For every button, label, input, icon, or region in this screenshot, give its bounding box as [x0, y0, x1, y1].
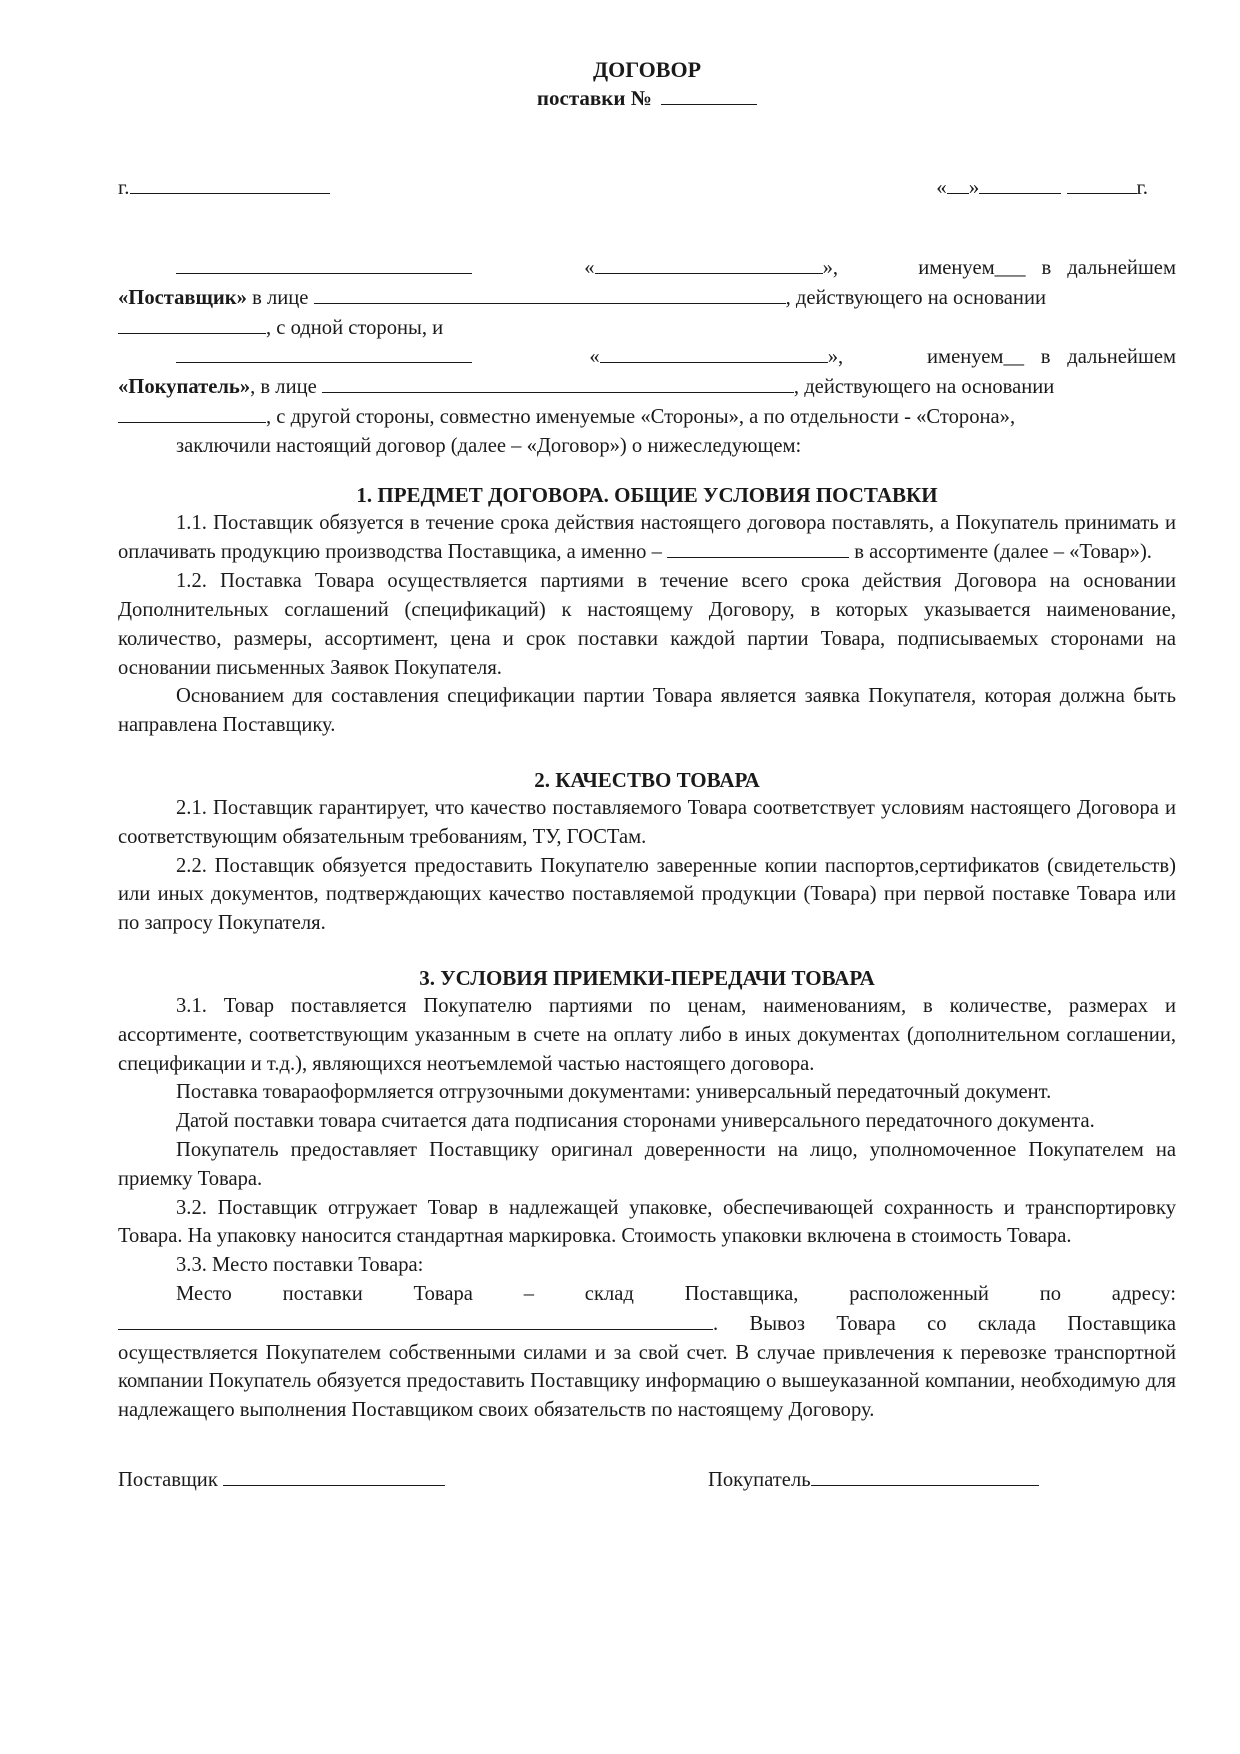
contract-page	[118, 56, 1176, 1495]
party1-quoted-blank	[595, 253, 823, 274]
party1-line3: , с одной стороны, и	[118, 313, 1176, 343]
city-field	[118, 173, 330, 200]
party2-rep-blank	[322, 372, 794, 393]
date-field	[936, 173, 1148, 200]
clause-1-1: 1.1. Поставщик обязуется в течение срока действия настоящего договора поставлять, а Покупатель принимать и оплачивать продукцию производства Поставщика, а именно – в ассортименте (далее – «Товар»).	[118, 511, 1176, 564]
place-date-row	[118, 173, 1176, 203]
year-blank	[1067, 173, 1137, 194]
city-blank	[130, 173, 330, 194]
party2-line3: , с другой стороны, совместно именуемые «Стороны», а по отдельности - «Сторона»,	[118, 402, 1176, 432]
address-blank	[118, 1309, 713, 1330]
date-quote-open: «	[936, 175, 947, 199]
clause-3-3: 3.3. Место поставки Товара:	[176, 1254, 424, 1277]
clause-3-1c: Датой поставки товара считается дата подписания сторонами универсального передаточного документа.	[176, 1110, 1095, 1133]
section3-heading: 3. УСЛОВИЯ ПРИЕМКИ-ПЕРЕДАЧИ ТОВАРА	[419, 965, 875, 990]
party2-quoted-blank	[600, 342, 828, 363]
party1-line1: « », именуем___ в дальнейшем	[118, 253, 1176, 283]
party1-line2: «Поставщик» в лице , действующего на основании	[118, 283, 1176, 313]
party2-named: именуем__ в дальнейшем	[927, 346, 1176, 369]
buyer-signature: Покупатель	[708, 1465, 1039, 1492]
parties-block	[118, 253, 1176, 461]
clause-3-2: 3.2. Поставщик отгружает Товар в надлежащей упаковке, обеспечивающей сохранность и транспортировку Товара. На упаковку наносится стандартная маркировка. Стоимость упаковки включена в стоимость Товара.	[118, 1196, 1176, 1248]
clause-3-1: 3.1. Товар поставляется Покупателю партиями по ценам, наименованиям, в количестве, размерах и ассортименте, соответствующим указанным в счете на оплату либо в иных документах (дополнительном соглашении, спецификации и т.д.), являющихся неотъемлемой частью настоящего договора.	[118, 994, 1176, 1075]
party2-name-blank	[176, 342, 472, 363]
contract-number-blank	[661, 84, 757, 105]
clause-3-3-place: Место поставки Товара – склад Поставщика, расположенный по адресу: . Вывоз Товара со склада Поставщика осуществляется Покупателем собственными силами и за свой счет. В случае привлечения к перевозке транспортной компании Покупатель обязуется предоставить Поставщику информацию о вышеуказанной компании, необходимую для надлежащего выполнения Поставщиком своих обязательств по настоящему Договору.	[118, 1282, 1176, 1422]
supplier-signature: Поставщик	[118, 1465, 445, 1492]
party1-name-blank	[176, 253, 472, 274]
signature-row	[118, 1465, 1176, 1495]
supplier-signature-blank	[223, 1465, 445, 1486]
clause-2-1: 2.1. Поставщик гарантирует, что качество поставляемого Товара соответствует условиям настоящего Договора и соответствующим обязательным требованиям, ТУ, ГОСТам.	[118, 796, 1176, 848]
month-blank	[979, 173, 1061, 194]
party1-rep-blank	[314, 283, 786, 304]
document-subtitle	[118, 84, 1176, 111]
party2-line1: « », именуем__ в дальнейшем	[118, 342, 1176, 372]
party2-line2: «Покупатель», в лице , действующего на основании	[118, 372, 1176, 402]
party2-basis-blank	[118, 402, 266, 423]
city-prefix: г.	[118, 175, 130, 199]
clause-2-2: 2.2. Поставщик обязуется предоставить Покупателю заверенные копии паспортов,сертификатов (свидетельств) или иных документов, подтверждающих качество поставляемой продукции (Товара) при первой поставке Товара или по запросу Покупателя.	[118, 854, 1176, 935]
year-suffix: г.	[1136, 175, 1148, 199]
party1-basis-blank	[118, 313, 266, 334]
section2-heading: 2. КАЧЕСТВО ТОВАРА	[534, 767, 760, 792]
buyer-role: «Покупатель»	[118, 376, 251, 399]
party1-named: именуем___ в дальнейшем	[918, 257, 1176, 279]
supplier-role: «Поставщик»	[118, 286, 247, 309]
day-blank	[947, 173, 969, 194]
product-blank	[667, 537, 849, 558]
section1-heading: 1. ПРЕДМЕТ ДОГОВОРА. ОБЩИЕ УСЛОВИЯ ПОСТАВКИ	[356, 482, 938, 507]
concluded-line: заключили настоящий договор (далее – «Договор») о нижеследующем:	[176, 434, 802, 457]
clause-1-2: 1.2. Поставка Товара осуществляется партиями в течение всего срока действия Договора на основании Дополнительных соглашений (спецификаций) к настоящему Договору, в которых указывается наименование, количество, размеры, ассортимент, цена и срок поставки каждой партии Товара, подписываемых сторонами на основании письменных Заявок Покупателя.	[118, 570, 1176, 679]
date-quote-close: »	[968, 175, 980, 199]
buyer-signature-blank	[811, 1465, 1039, 1486]
document-title: ДОГОВОР	[592, 57, 702, 82]
clause-3-1d: Покупатель предоставляет Поставщику оригинал доверенности на лицо, уполномоченное Покупателем на приемку Товара.	[118, 1138, 1176, 1190]
subtitle-text: поставки №	[536, 86, 652, 110]
clause-3-1b: Поставка товараоформляется отгрузочными документами: универсальный передаточный документ.	[176, 1081, 1052, 1104]
clause-1-3: Основанием для составления спецификации партии Товара является заявка Покупателя, которая должна быть направлена Поставщику.	[118, 685, 1176, 737]
